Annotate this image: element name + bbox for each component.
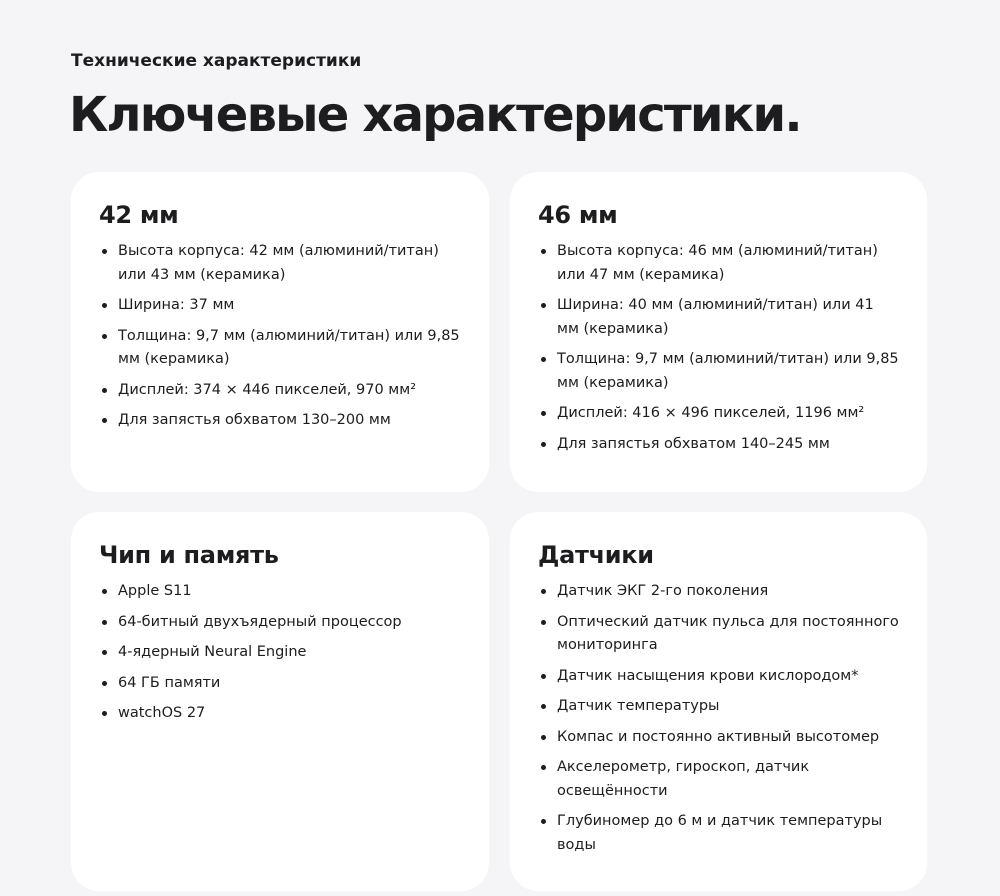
list-item: 64 ГБ памяти (99, 672, 461, 696)
spec-card-sensors (510, 512, 927, 891)
spec-list (99, 580, 461, 726)
list-item: Для запястья обхватом 130–200 мм (99, 409, 461, 433)
list-item: Ширина: 37 мм (99, 294, 461, 318)
list-item: Для запястья обхватом 140–245 мм (538, 433, 899, 457)
list-item: Оптический датчик пульса для постоянного мониторинга (538, 611, 899, 658)
list-item: Датчик насыщения крови кислородом* (538, 665, 899, 689)
list-item: Apple S11 (99, 580, 461, 604)
list-item: Компас и постоянно активный высотомер (538, 726, 899, 750)
list-item: Глубиномер до 6 м и датчик температуры воды (538, 810, 899, 857)
section-eyebrow: Технические характеристики (71, 51, 362, 71)
card-title: 42 мм (99, 201, 179, 229)
spec-card-chip-memory (71, 512, 489, 891)
list-item: Высота корпуса: 46 мм (алюминий/титан) или 47 мм (керамика) (538, 240, 899, 287)
card-title: 46 мм (538, 201, 618, 229)
list-item: Датчик ЭКГ 2-го поколения (538, 580, 899, 604)
spec-card-46mm (510, 172, 927, 492)
list-item: Высота корпуса: 42 мм (алюминий/титан) или 43 мм (керамика) (99, 240, 461, 287)
card-title: Чип и память (99, 541, 279, 569)
list-item: Толщина: 9,7 мм (алюминий/титан) или 9,85 мм (керамика) (99, 325, 461, 372)
list-item: 4-ядерный Neural Engine (99, 641, 461, 665)
spec-list (99, 240, 461, 433)
list-item: Дисплей: 374 × 446 пикселей, 970 мм² (99, 379, 461, 403)
list-item: Датчик температуры (538, 695, 899, 719)
list-item: watchOS 27 (99, 702, 461, 726)
card-title: Датчики (538, 541, 654, 569)
list-item: Толщина: 9,7 мм (алюминий/титан) или 9,85 мм (керамика) (538, 348, 899, 395)
list-item: 64-битный двухъядерный процессор (99, 611, 461, 635)
spec-list (538, 580, 899, 857)
spec-card-42mm (71, 172, 489, 492)
spec-list (538, 240, 899, 456)
list-item: Акселерометр, гироскоп, датчик освещённости (538, 756, 899, 803)
list-item: Ширина: 40 мм (алюминий/титан) или 41 мм (керамика) (538, 294, 899, 341)
page-title: Ключевые характеристики. (69, 87, 801, 143)
list-item: Дисплей: 416 × 496 пикселей, 1196 мм² (538, 402, 899, 426)
